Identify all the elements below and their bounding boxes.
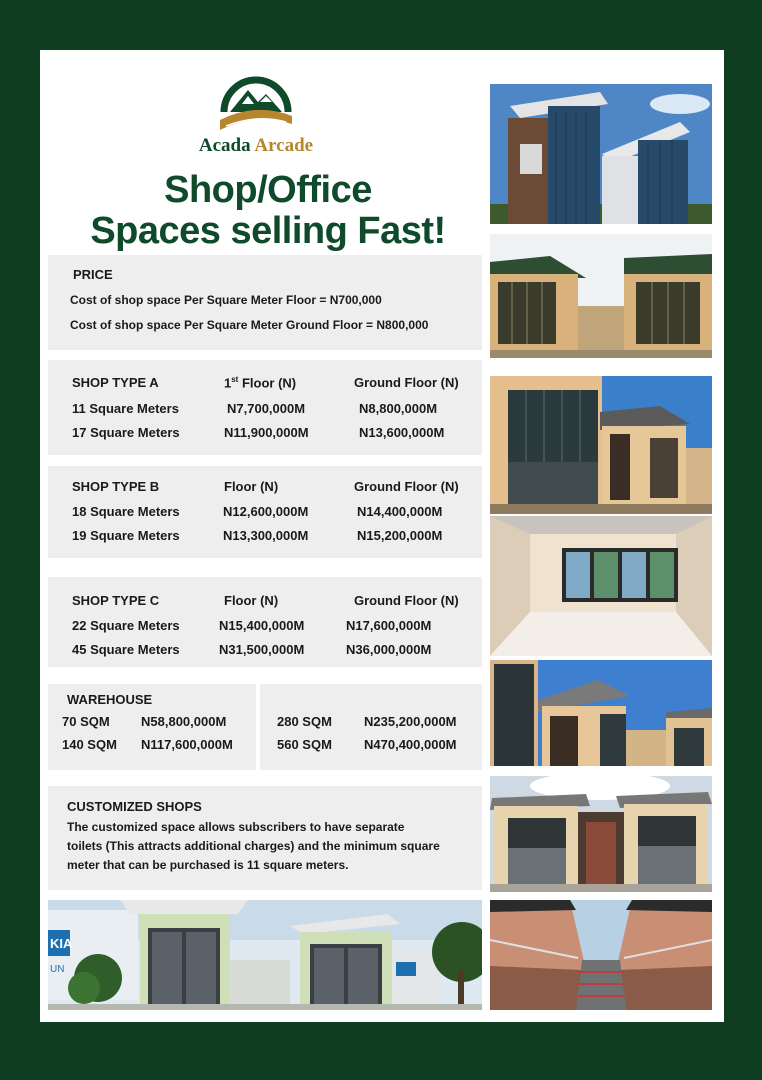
shop-b-row2-floor: N13,300,000M — [223, 528, 309, 543]
building-photo-3 — [490, 376, 712, 514]
customized-title: CUSTOMIZED SHOPS — [67, 799, 202, 814]
shop-c-row2-ground: N36,000,000M — [346, 642, 432, 657]
shop-a-row1-floor: N7,700,000M — [227, 401, 306, 416]
brand-name — [176, 135, 336, 157]
shop-type-a-panel — [48, 360, 482, 455]
acada-arcade-logo-icon — [216, 72, 296, 132]
billboard-text-2: UN — [50, 964, 65, 975]
warehouse-left-row2-price: N117,600,000M — [141, 737, 233, 752]
building-photo-2 — [490, 234, 712, 358]
customized-line1: The customized space allows subscribers to have separate — [67, 820, 405, 834]
customized-line2: toilets (This attracts additional charges) and the minimum square — [67, 839, 440, 853]
shop-b-title: SHOP TYPE B — [72, 479, 160, 494]
shop-a-row1-ground: N8,800,000M — [359, 401, 438, 416]
brand-name-part1: Acada — [198, 135, 251, 156]
flyer-sheet — [40, 50, 724, 1022]
shop-b-row2-ground: N15,200,000M — [357, 528, 443, 543]
customized-line3: meter that can be purchased is 11 square meters. — [67, 858, 349, 872]
shop-c-row2-floor: N31,500,000M — [219, 642, 305, 657]
brand-name-part2: Arcade — [254, 135, 314, 156]
shop-a-row2-size: 17 Square Meters — [72, 425, 180, 440]
shop-a-col-floor-rest: Floor (N) — [238, 375, 297, 391]
shop-a-col-ground: Ground Floor (N) — [354, 375, 459, 390]
shop-a-row2-floor: N11,900,000M — [224, 425, 309, 440]
warehouse-left-row1-size: 70 SQM — [62, 714, 110, 729]
warehouse-right-row1-size: 280 SQM — [277, 714, 332, 729]
shop-b-row1-size: 18 Square Meters — [72, 504, 180, 519]
customized-shops-panel — [48, 786, 482, 890]
shop-b-row2-size: 19 Square Meters — [72, 528, 180, 543]
shop-a-col-floor-sup: st — [231, 375, 239, 384]
warehouse-right-row1-price: N235,200,000M — [364, 714, 457, 729]
price-line-floor: Cost of shop space Per Square Meter Floor = N700,000 — [70, 293, 382, 307]
shop-c-row2-size: 45 Square Meters — [72, 642, 180, 657]
shop-c-title: SHOP TYPE C — [72, 593, 160, 608]
warehouse-left-row2-size: 140 SQM — [62, 737, 117, 752]
warehouse-left-row1-price: N58,800,000M — [141, 714, 227, 729]
headline-line2: Spaces selling Fast! — [90, 210, 446, 252]
shop-c-col-ground: Ground Floor (N) — [354, 593, 459, 608]
shop-a-title: SHOP TYPE A — [72, 375, 159, 390]
shop-c-row1-size: 22 Square Meters — [72, 618, 180, 633]
shop-c-col-floor: Floor (N) — [224, 593, 279, 608]
building-photo-1 — [490, 84, 712, 224]
shop-type-c-panel — [48, 577, 482, 667]
shop-b-col-floor: Floor (N) — [224, 479, 279, 494]
warehouse-panel-left — [48, 684, 256, 770]
shop-a-col-floor-num: 1 — [224, 375, 232, 391]
shop-a-col-floor — [224, 375, 296, 390]
building-photo-5 — [490, 776, 712, 892]
shop-b-row1-ground: N14,400,000M — [357, 504, 443, 519]
building-photo-4 — [490, 660, 712, 766]
shop-b-row1-floor: N12,600,000M — [223, 504, 309, 519]
billboard-text-1: KIA — [50, 936, 73, 951]
render-photo-bottom — [48, 900, 482, 1010]
headline — [40, 170, 496, 252]
shop-b-col-ground: Ground Floor (N) — [354, 479, 459, 494]
shop-type-b-panel — [48, 466, 482, 558]
shop-a-row1-size: 11 Square Meters — [72, 401, 179, 416]
warehouse-panel-right — [260, 684, 482, 770]
warehouse-right-row2-size: 560 SQM — [277, 737, 332, 752]
courtyard-photo — [490, 900, 712, 1010]
shop-c-row1-ground: N17,600,000M — [346, 618, 432, 633]
shop-c-row1-floor: N15,400,000M — [219, 618, 305, 633]
warehouse-right-row2-price: N470,400,000M — [364, 737, 457, 752]
shop-a-row2-ground: N13,600,000M — [359, 425, 445, 440]
price-title: PRICE — [73, 267, 113, 282]
interior-photo — [490, 516, 712, 656]
price-line-ground: Cost of shop space Per Square Meter Ground Floor = N800,000 — [70, 318, 429, 332]
warehouse-title: WAREHOUSE — [67, 692, 153, 707]
headline-line1: Shop/Office — [164, 169, 372, 211]
price-panel — [48, 255, 482, 350]
